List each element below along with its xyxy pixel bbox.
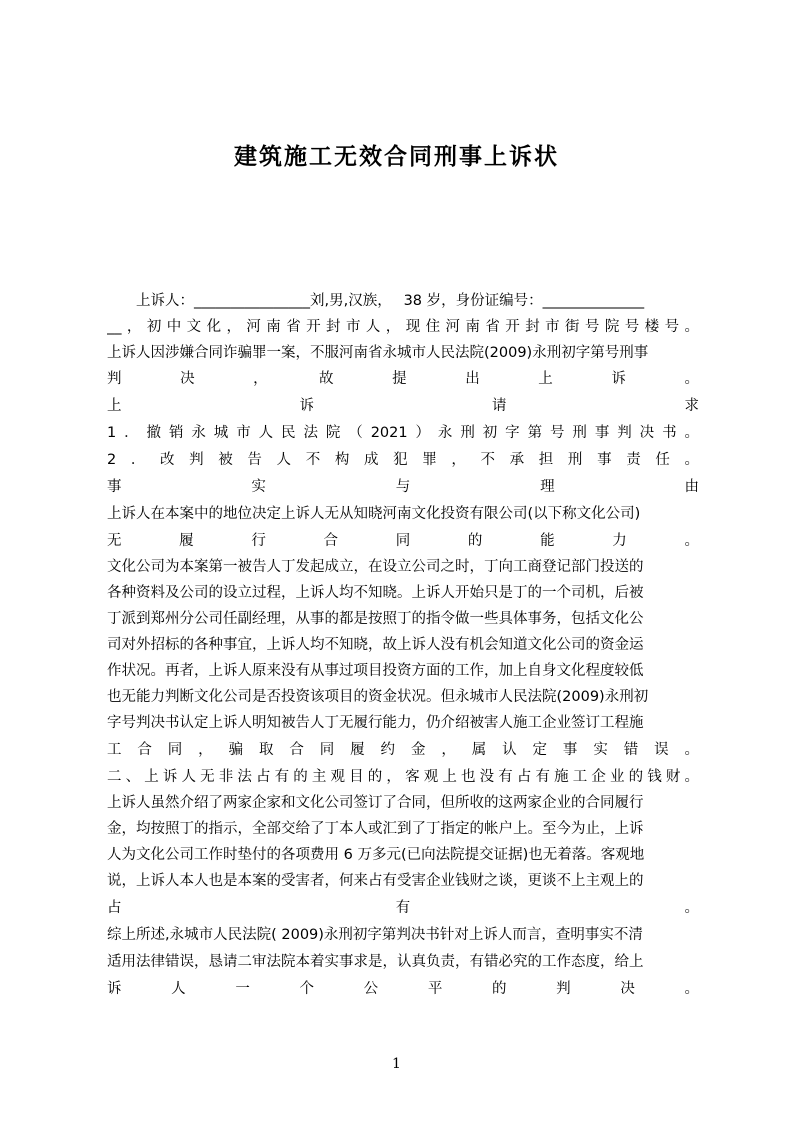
body-line: 工合同，骗取合同履约金，属认定事实错误。 (107, 742, 699, 758)
page-number: 1 (392, 1056, 401, 1072)
body-line: 适用法律错误，恳请二审法院本着实事求是，认真负责，有错必究的工作态度，给上 (107, 954, 644, 970)
body-line: 上诉人在本案中的地位决定上诉人无从知晓河南文化投资有限公司(以下称文化公司) (107, 506, 641, 522)
body-line: 上诉人：________________刘,男,汉族， 38 岁，身份证编号：______________ (107, 293, 645, 309)
body-line: 金，均按照丁的指示，全部交给了丁本人或汇到了丁指定的帐户上。至今为止，上诉 (107, 821, 644, 837)
body-line: 事 实 与 理 由 (107, 479, 699, 495)
body-line: 判 决 ， 故 提 出 上 诉 。 (107, 371, 699, 387)
body-line: 二、上诉人无非法占有的主观目的，客观上也没有占有施工企业的钱财。 (107, 769, 699, 785)
body-line: 字号判决书认定上诉人明知被告人丁无履行能力，仍介绍被害人施工企业签订工程施 (107, 715, 644, 731)
page-title: 建筑施工无效合同刑事上诉状 (234, 144, 559, 170)
body-line: 无 履 行 合 同 的 能 力 。 (107, 533, 699, 549)
body-line: 人为文化公司工作时垫付的各项费用 6 万多元(已向法院提交证据)也无着落。客观地 (107, 847, 645, 863)
body-line: 诉 人 一 个 公 平 的 判 决 。 (107, 981, 699, 997)
body-line: 2．改判被告人不构成犯罪，不承担刑事责任。 (107, 452, 699, 468)
body-line: 说，上诉人本人也是本案的受害者，何来占有受害企业钱财之谈，更谈不上主观上的 (107, 873, 644, 889)
body-line: 占 有 。 (107, 900, 699, 916)
body-line: 作状况。再者，上诉人原来没有从事过项目投资方面的工作，加上自身文化程度较低 (107, 663, 644, 679)
body-line: __，初中文化，河南省开封市人，现住河南省开封市街号院号楼号。 (107, 319, 699, 335)
body-line: 上诉人因涉嫌合同诈骗罪一案，不服河南省永城市人民法院(2009)永刑初字第号刑事 (107, 345, 649, 361)
body-line: 丁派到郑州分公司任副经理，从事的都是按照丁的指令做一些具体事务，包括文化公 (107, 611, 644, 627)
body-line: 1．撤销永城市人民法院（2021）永刑初字第号刑事判决书。 (107, 425, 699, 441)
body-line: 上 诉 请 求 (107, 398, 699, 414)
body-line: 各种资料及公司的设立过程，上诉人均不知晓。上诉人开始只是丁的一个司机，后被 (107, 585, 644, 601)
body-line: 上诉人虽然介绍了两家企家和文化公司签订了合同，但所收的这两家企业的合同履行 (107, 795, 644, 811)
body-line: 司对外招标的各种事宜，上诉人均不知晓，故上诉人没有机会知道文化公司的资金运 (107, 637, 644, 653)
body-line: 综上所述,永城市人民法院( 2009)永刑初字第判决书针对上诉人而言，查明事实不清 (107, 927, 643, 943)
body-line: 文化公司为本案第一被告人丁发起成立，在设立公司之时，丁向工商登记部门投送的 (107, 559, 644, 575)
body-line: 也无能力判断文化公司是否投资该项目的资金状况。但永城市人民法院(2009)永刑初 (107, 689, 649, 705)
